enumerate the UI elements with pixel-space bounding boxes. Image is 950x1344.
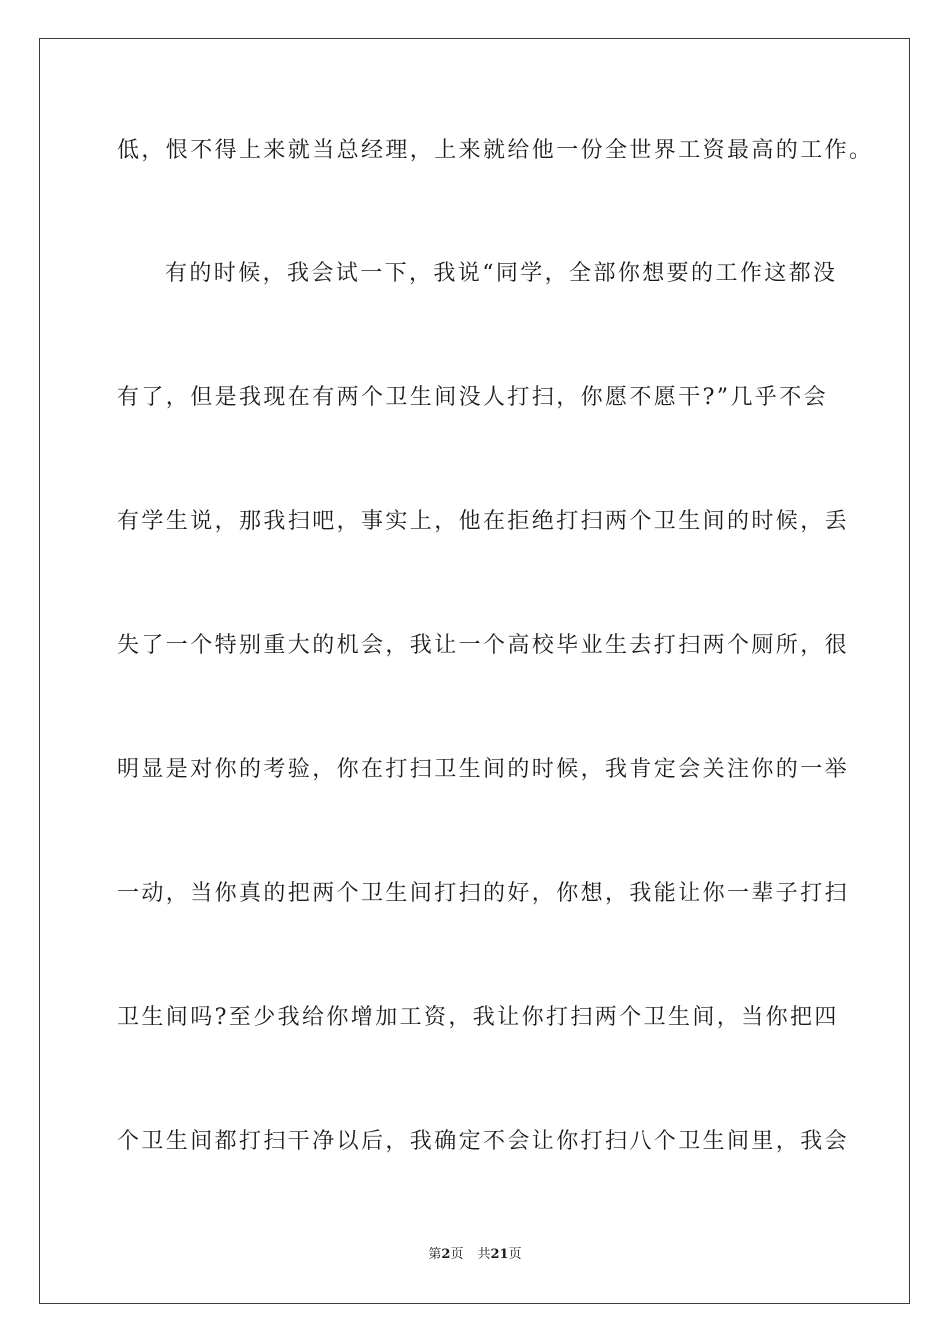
text-line: 明显是对你的考验，你在打扫卫生间的时候，我肯定会关注你的一举 (117, 757, 850, 782)
total-suffix: 页 (508, 1247, 522, 1262)
text-line: 卫生间吗?至少我给你增加工资，我让你打扫两个卫生间，当你把四 (117, 1005, 839, 1030)
text-line: 一动，当你真的把两个卫生间打扫的好，你想，我能让你一辈子打扫 (117, 881, 850, 906)
text-line: 个卫生间都打扫干净以后，我确定不会让你打扫八个卫生间里，我会 (117, 1129, 850, 1154)
total-prefix: 共 (477, 1247, 491, 1262)
text-line: 低，恨不得上来就当总经理，上来就给他一份全世界工资最高的工作。 (117, 138, 874, 163)
page-border (39, 38, 910, 1304)
text-line: 失了一个特别重大的机会，我让一个高校毕业生去打扫两个厕所，很 (117, 633, 850, 658)
page-suffix: 页 (450, 1247, 464, 1262)
page-number: 2 (441, 1247, 451, 1262)
total-pages: 21 (490, 1247, 509, 1262)
text-line: 有学生说，那我扫吧，事实上，他在拒绝打扫两个卫生间的时候，丢 (117, 509, 850, 534)
page-prefix: 第 (428, 1247, 442, 1262)
text-line: 有了，但是我现在有两个卫生间没人打扫，你愿不愿干?”几乎不会 (117, 385, 829, 410)
page-footer (0, 1246, 950, 1264)
text-line-indented: 有的时候，我会试一下，我说“同学，全部你想要的工作这都没 (165, 261, 838, 286)
